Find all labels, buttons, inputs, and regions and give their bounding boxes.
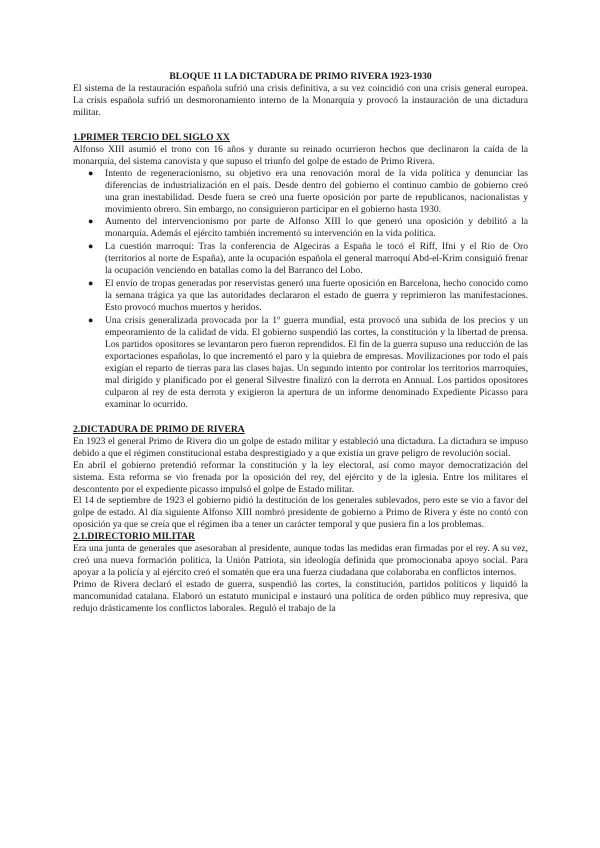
section-1-bullet-list (73, 168, 528, 411)
list-item: ● Intento de regeneracionismo, su objetivo era una renovación moral de la vida política y denunciar las diferencias de industrialización en el país. Desde dentro del gobierno el continuo cambio de gobierno creó una gran inestabilidad. Desde fuera se creó una fuerte oposición por parte de republicanos, nacionalistas y movimiento obrero. Sin embargo, no consiguieron participar en el gobierno hasta 1930. (88, 167, 528, 215)
section-1-heading: 1.PRIMER TERCIO DEL SIGLO XX (73, 131, 230, 143)
section-2-heading: 2.DICTADURA DE PRIMO DE RIVERA (73, 423, 245, 435)
list-item: ● Aumento del intervencionismo por parte de Alfonso XIII lo que generó una oposición y debilitó a la monarquía. Además el ejército también incrementó su intervención en la vida política. (88, 216, 528, 240)
bullet-icon: ● (88, 241, 94, 252)
section-2-paragraph: En abril el gobierno pretendió reformar la constitución y la ley electoral, así como mayor democratización del sistema. Esta reforma se vio frenada por la oposición del rey, del ejército y de la iglesia. Entre los militares el descontento por el expediente picasso impulsó el golpe de Estado militar. (73, 459, 528, 495)
document-title: BLOQUE 11 LA DICTADURA DE PRIMO RIVERA 1923-1930 (169, 71, 432, 82)
section-1-paragraph: Alfonso XIII asumió el trono con 16 años y durante su reinado ocurrieron hechos que declinaron la caída de la monarquía, del sistema canovista y que supuso el triunfo del golpe de estado de Primo Rivera. (73, 143, 528, 167)
intro-paragraph: El sistema de la restauración española sufrió una crisis definitiva, a su vez coincidió con una crisis general europea. La crisis española sufrió un desmoronamiento interno de la Monarquía y provocó la instauración de una dictadura militar. (73, 82, 528, 118)
bullet-icon: ● (88, 216, 94, 227)
document-page (73, 71, 528, 615)
list-item: ● El envío de tropas generadas por reservistas generó una fuerte oposición en Barcelona, hecho conocido como la semana trágica ya que las autoridades declararon el estado de guerra y reprimieron las manifestaciones. Esto provocó muchos muertos y heridos. (88, 278, 528, 314)
section-2-paragraph: En 1923 el general Primo de Rivera dio un golpe de estado militar y estableció una dictadura. La dictadura se impuso debido a que el régimen constitucional estaba desprestigiado y a que existía un grave peligro de revolución social. (73, 435, 528, 459)
bullet-icon: ● (88, 315, 94, 326)
section-2-1-paragraph: Era una junta de generales que asesoraban al presidente, aunque todas las medidas eran firmadas por el rey. A su vez, creó una nueva formación política, la Unión Patriota, sin ideología definida que promocionaba apoyo social. Para apoyar a la policía y al ejército creó el somatén que era una fuerza ciudadana que colaboraba en conflictos internos. (73, 543, 528, 579)
list-item: ● Una crisis generalizada provocada por la 1º guerra mundial, esta provocó una subida de los precios y un empeoramiento de la calidad de vida. El gobierno suspendió las cortes, la constitución y la libertad de prensa. Los partidos opositores se levantaron pero fueron reprendidos. El fin de la guerra supuso una reducción de las exportaciones españolas, lo que incrementó el paro y la quiebra de empresas. Movilizaciones por todo el país exigían el reparto de tierras para las clases bajas. Un segundo intento por controlar los territorios marroquíes, mal dirigido y planificado por el general Silvestre finalizó con la derrota en Annual. Los partidos opositores culparon al rey de esta derrota y exigieron la apertura de un informe denominado Expediente Picasso para examinar lo ocurrido. (88, 315, 528, 410)
list-item: ● La cuestión marroquí: Tras la conferencia de Algeciras a España le tocó el Riff, Ifni y el Río de Oro (territorios al norte de España), ante la ocupación española el general marroquí Abd-el-Krim consiguió frenar la ocupación venciendo en batallas como la del Barranco del Lobo. (88, 241, 528, 277)
section-2-1-paragraph: Primo de Rivera declaró el estado de guerra, suspendió las cortes, la constitución, partidos políticos y liquidó la mancomunidad catalana. Elaboró un estatuto municipal e instauró una política de orden público muy represiva, que redujo drásticamente los conflictos laborales. Reguló el trabajo de la (73, 579, 528, 615)
bullet-icon: ● (88, 278, 94, 289)
section-2-1-heading: 2.1.DIRECTORIO MILITAR (73, 531, 195, 543)
section-2-paragraph: El 14 de septiembre de 1923 el gobierno pidió la destitución de los generales sublevados, pero este se vio a favor del golpe de estado. Al día siguiente Alfonso XIII nombró presidente de gobierno a Primo de Rivera y éste no contó con oposición ya que se creía que el régimen iba a tener un carácter temporal y que pusiera fin a los problemas. (73, 495, 528, 531)
bullet-icon: ● (88, 167, 94, 178)
